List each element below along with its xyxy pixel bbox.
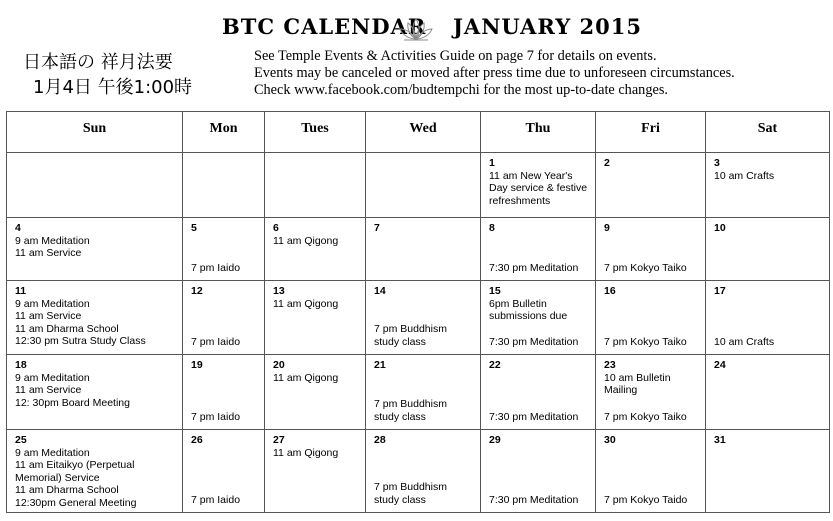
event-line: 9 am Meditation bbox=[15, 371, 90, 384]
day-number: 24 bbox=[714, 359, 726, 371]
day-cell-content bbox=[183, 153, 264, 217]
day-cell-content bbox=[366, 281, 480, 354]
day-number: 23 bbox=[604, 359, 616, 371]
event-line: Mailing bbox=[604, 384, 638, 396]
day-number: 1 bbox=[489, 157, 495, 169]
evening-events bbox=[191, 262, 262, 275]
day-cell bbox=[183, 355, 265, 430]
note-line-3: Check www.facebook.com/budtempchi for the most up-to-date changes. bbox=[254, 82, 668, 98]
day-cell-content bbox=[706, 430, 829, 512]
day-cell bbox=[596, 218, 706, 281]
day-cell bbox=[366, 281, 481, 355]
day-cell bbox=[265, 355, 366, 430]
day-cell bbox=[183, 218, 265, 281]
japanese-memorial-note bbox=[23, 50, 192, 100]
event-line: 10 am Crafts bbox=[714, 335, 775, 348]
day-cell-content bbox=[265, 153, 365, 217]
day-cell bbox=[7, 281, 183, 355]
weekday-mon: Mon bbox=[183, 112, 265, 153]
event-line: 7:30 pm Meditation bbox=[489, 493, 579, 506]
title-row bbox=[0, 14, 833, 44]
event-line: 11 am Qigong bbox=[273, 234, 339, 247]
day-number: 26 bbox=[191, 434, 203, 446]
evening-events bbox=[489, 494, 593, 507]
day-number: 25 bbox=[15, 434, 27, 446]
day-number: 7 bbox=[374, 222, 380, 234]
day-cell-content bbox=[366, 430, 480, 512]
day-cell bbox=[596, 153, 706, 218]
day-cell bbox=[7, 153, 183, 218]
day-cell bbox=[265, 281, 366, 355]
day-cell bbox=[366, 153, 481, 218]
day-cell bbox=[706, 218, 830, 281]
day-cell bbox=[265, 218, 366, 281]
event-line: 7 pm Iaido bbox=[191, 261, 241, 274]
day-cell-content bbox=[7, 430, 182, 512]
evening-events bbox=[374, 323, 478, 348]
day-number: 3 bbox=[714, 157, 720, 169]
event-line: study class bbox=[374, 493, 426, 506]
evening-events bbox=[604, 494, 703, 507]
day-cell bbox=[265, 430, 366, 513]
day-number: 10 bbox=[714, 222, 726, 234]
day-cell bbox=[706, 430, 830, 513]
event-line: 11 am Dharma School bbox=[15, 322, 119, 335]
day-cell-content bbox=[596, 430, 705, 512]
event-line: 9 am Meditation bbox=[15, 297, 90, 310]
evening-events bbox=[191, 411, 262, 424]
day-cell-content bbox=[366, 153, 480, 217]
day-number: 29 bbox=[489, 434, 501, 446]
day-number: 9 bbox=[604, 222, 610, 234]
event-line: 9 am Meditation bbox=[15, 446, 90, 459]
day-cell-content bbox=[183, 355, 264, 429]
event-line: 10 am Crafts bbox=[714, 169, 775, 182]
day-cell bbox=[596, 355, 706, 430]
event-line: Day service & festive bbox=[489, 182, 588, 194]
day-number: 19 bbox=[191, 359, 203, 371]
day-cell bbox=[481, 430, 596, 513]
day-cell-content bbox=[183, 218, 264, 280]
day-cell-content bbox=[265, 218, 365, 280]
evening-events bbox=[604, 411, 703, 424]
event-line: Memorial) Service bbox=[15, 471, 100, 484]
header-notes bbox=[254, 48, 735, 99]
day-number: 28 bbox=[374, 434, 386, 446]
event-line: 12:30pm General Meeting bbox=[15, 496, 137, 509]
event-line: 11 am Service bbox=[15, 384, 82, 396]
day-cell bbox=[481, 281, 596, 355]
day-cell bbox=[706, 281, 830, 355]
evening-events bbox=[489, 262, 593, 275]
event-line: 9 am Meditation bbox=[15, 234, 90, 247]
day-number: 31 bbox=[714, 434, 726, 446]
weekday-thu: Thu bbox=[481, 112, 596, 153]
event-line: 7 pm Iaido bbox=[191, 410, 241, 423]
evening-events bbox=[374, 481, 478, 506]
evening-events bbox=[191, 494, 262, 507]
evening-events bbox=[714, 336, 827, 349]
day-cell-content bbox=[481, 355, 595, 429]
day-cell-content bbox=[706, 153, 829, 217]
day-cell-content bbox=[481, 218, 595, 280]
day-cell bbox=[706, 355, 830, 430]
event-line: 7 pm Kokyo Taiko bbox=[604, 261, 687, 274]
day-number: 13 bbox=[273, 285, 285, 297]
day-cell-content bbox=[706, 218, 829, 280]
day-number: 6 bbox=[273, 222, 279, 234]
day-cell bbox=[481, 355, 596, 430]
evening-events bbox=[489, 336, 593, 349]
calendar-title: BTC CALENDAR bbox=[222, 14, 427, 39]
day-cell-content bbox=[596, 281, 705, 354]
evening-events bbox=[374, 398, 478, 423]
day-number: 8 bbox=[489, 222, 495, 234]
day-cell-content bbox=[7, 153, 182, 217]
day-number: 27 bbox=[273, 434, 285, 446]
day-cell bbox=[265, 153, 366, 218]
day-number: 4 bbox=[15, 222, 21, 234]
event-line: 7 pm Buddhism bbox=[374, 323, 447, 335]
day-cell-content bbox=[481, 430, 595, 512]
day-cell-content bbox=[706, 355, 829, 429]
day-number: 17 bbox=[714, 285, 726, 297]
day-cell bbox=[7, 430, 183, 513]
day-cell-content bbox=[265, 355, 365, 429]
event-line: 11 am Eitaikyo (Perpetual bbox=[15, 459, 135, 471]
week-row bbox=[7, 218, 830, 281]
weekday-header-row bbox=[7, 112, 830, 153]
day-cell-content bbox=[183, 281, 264, 354]
day-cell-content bbox=[265, 430, 365, 512]
evening-events bbox=[489, 411, 593, 424]
event-line: 12:30 pm Sutra Study Class bbox=[15, 335, 146, 347]
day-cell-content bbox=[265, 281, 365, 354]
day-cell bbox=[596, 430, 706, 513]
event-line: 7:30 pm Meditation bbox=[489, 261, 579, 274]
week-row bbox=[7, 355, 830, 430]
week-row bbox=[7, 281, 830, 355]
japanese-line-1: 日本語の 祥月法要 bbox=[23, 52, 173, 73]
day-cell-content bbox=[7, 281, 182, 354]
event-line: 7 pm Buddhism bbox=[374, 481, 447, 493]
note-line-1: See Temple Events & Activities Guide on page 7 for details on events. bbox=[254, 48, 657, 64]
day-number: 12 bbox=[191, 285, 203, 297]
day-cell-content bbox=[7, 218, 182, 280]
weekday-sat: Sat bbox=[706, 112, 830, 153]
day-cell-content bbox=[366, 355, 480, 429]
evening-events bbox=[604, 262, 703, 275]
day-cell-content bbox=[7, 355, 182, 429]
day-number: 16 bbox=[604, 285, 616, 297]
event-line: submissions due bbox=[489, 310, 568, 322]
day-number: 2 bbox=[604, 157, 610, 169]
week-row bbox=[7, 153, 830, 218]
day-cell bbox=[481, 218, 596, 281]
day-number: 20 bbox=[273, 359, 285, 371]
day-number: 14 bbox=[374, 285, 386, 297]
day-cell bbox=[366, 218, 481, 281]
event-line: study class bbox=[374, 335, 426, 348]
event-line: 11 am Qigong bbox=[273, 371, 339, 384]
event-line: 7 pm Kokyo Taiko bbox=[604, 335, 687, 348]
day-cell-content bbox=[596, 153, 705, 217]
evening-events bbox=[191, 336, 262, 349]
event-line: 12: 30pm Board Meeting bbox=[15, 396, 130, 409]
day-cell bbox=[481, 153, 596, 218]
event-line: 11 am Dharma School bbox=[15, 484, 119, 496]
calendar-grid bbox=[6, 111, 830, 513]
day-cell-content bbox=[596, 218, 705, 280]
day-cell-content bbox=[596, 355, 705, 429]
day-number: 18 bbox=[15, 359, 27, 371]
event-line: 7 pm Kokyo Taiko bbox=[604, 410, 687, 423]
day-cell-content bbox=[481, 153, 595, 217]
day-number: 5 bbox=[191, 222, 197, 234]
weekday-sun: Sun bbox=[7, 112, 183, 153]
day-cell bbox=[183, 430, 265, 513]
event-line: 7 pm Buddhism bbox=[374, 398, 447, 410]
event-line: 11 am Qigong bbox=[273, 297, 339, 310]
lotus-icon bbox=[398, 16, 434, 42]
event-line: 7:30 pm Meditation bbox=[489, 335, 579, 348]
day-cell bbox=[7, 218, 183, 281]
event-line: 7 pm Iaido bbox=[191, 493, 241, 506]
weekday-fri: Fri bbox=[596, 112, 706, 153]
day-cell-content bbox=[481, 281, 595, 354]
day-cell-content bbox=[183, 430, 264, 512]
day-number: 30 bbox=[604, 434, 616, 446]
event-line: 6pm Bulletin bbox=[489, 297, 547, 310]
event-line: 11 am New Year's bbox=[489, 169, 573, 182]
event-line: 7 pm Iaido bbox=[191, 335, 241, 348]
event-line: 11 am Service bbox=[15, 247, 82, 259]
event-line: refreshments bbox=[489, 194, 551, 207]
day-number: 22 bbox=[489, 359, 501, 371]
event-line: 7:30 pm Meditation bbox=[489, 410, 579, 423]
day-cell bbox=[706, 153, 830, 218]
day-cell bbox=[366, 355, 481, 430]
day-cell bbox=[7, 355, 183, 430]
event-line: 7 pm Kokyo Taido bbox=[604, 493, 688, 506]
day-cell-content bbox=[706, 281, 829, 354]
evening-events bbox=[604, 336, 703, 349]
note-line-2: Events may be canceled or moved after press time due to unforeseen circumstances. bbox=[254, 65, 735, 81]
calendar-month: JANUARY 2015 bbox=[453, 14, 642, 39]
weekday-wed: Wed bbox=[366, 112, 481, 153]
day-number: 21 bbox=[374, 359, 386, 371]
day-number: 11 bbox=[15, 285, 27, 297]
day-cell bbox=[183, 281, 265, 355]
day-cell bbox=[596, 281, 706, 355]
day-cell bbox=[366, 430, 481, 513]
weekday-tues: Tues bbox=[265, 112, 366, 153]
event-line: 10 am Bulletin bbox=[604, 371, 671, 384]
event-line: 11 am Qigong bbox=[273, 446, 339, 459]
week-row bbox=[7, 430, 830, 513]
day-cell-content bbox=[366, 218, 480, 280]
event-line: study class bbox=[374, 410, 426, 423]
event-line: 11 am Service bbox=[15, 310, 82, 322]
day-cell bbox=[183, 153, 265, 218]
day-number: 15 bbox=[489, 285, 501, 297]
japanese-line-2: 1月4日 午後1:00時 bbox=[33, 77, 193, 98]
